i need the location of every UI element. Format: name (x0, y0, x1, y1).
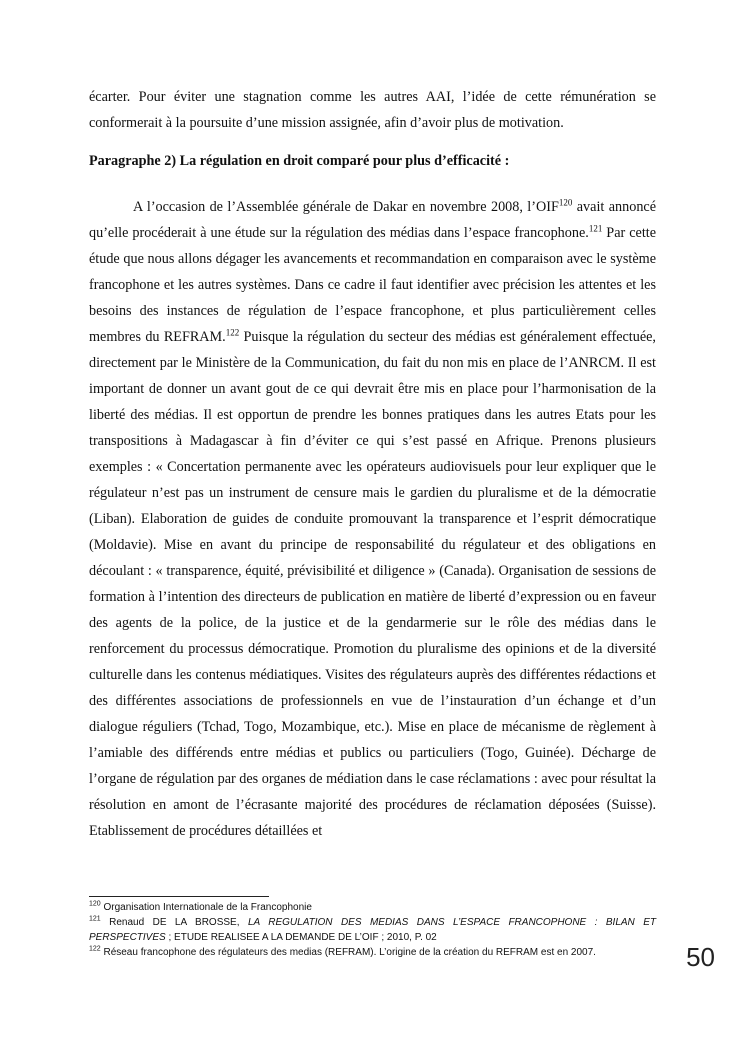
footnote-121 (89, 915, 656, 945)
footnote-120 (89, 900, 656, 915)
page-number: 50 (686, 942, 715, 972)
footnote-text: Réseau francophone des régulateurs des medias (REFRAM). L’origine de la création du REFRAM est en 2007. (100, 947, 596, 958)
section-heading: Paragraphe 2) La régulation en droit comparé pour plus d’efficacité : (89, 153, 510, 169)
main-text-part-3: Par cette étude que nous allons dégager les avancements et recommandation en comparaison avec le système francophone et les autres systèmes. Dans ce cadre il faut identifier avec précision les attentes et les besoins des instances de régulation de l’espace francophone, et plus particulièrement celles membres du REFRAM. (89, 225, 656, 345)
main-text-part-4: Puisque la régulation du secteur des médias est généralement effectuée, directement par le Ministère de la Communication, du fait du non mis en place de l’ANRCM. Il est important de donner un avant gout de ce qui devrait être mis en place pour l’harmonisation de la liberté des médias. Il est opportun de prendre les bonnes pratiques dans les autres Etats pour les transpositions à Madagascar à fin d’éviter ce qui s’est passé en Afrique. Prenons plusieurs exemples : « Concertation permanente avec les opérateurs audiovisuels pour leur expliquer que le régulateur n’est pas un instrument de censure mais le gardien du pluralisme et de la démocratie (Liban). Elaboration de guides de conduite promouvant la transparence et l’esprit démocratique (Moldavie). Mise en avant du principe de responsabilité du régulateur et des obligations en découlant : « transparence, équité, prévisibilité et diligence » (Canada). Organisation de sessions de formation à l’intention des directeurs de publication en matière de liberté d’expression ou en faveur des agents de la police, de la justice et de la gendarmerie sur le rôle des médias dans le renforcement du processus démocratique. Promotion du pluralisme des opinions et de la diversité culturelle dans les contenus médiatiques. Visites des régulateurs auprès des différentes rédactions et des différentes associations de professionnels en vue de l’instauration d’un échange et d’un dialogue réguliers (Tchad, Togo, Mozambique, etc.). Mise en place de mécanisme de règlement à l’amiable des différends entre médias et publics ou particuliers (Togo, Guinée). Décharge de l’organe de régulation par des organes de médiation dans le case réclamations : avec pour résultat la résolution en amont de l’écrasante majorité des procédures de réclamation déposées (Suisse). Etablissement de procédures détaillées et (89, 329, 656, 839)
footnote-ref-120[interactable]: 120 (558, 197, 573, 208)
footnotes (89, 900, 656, 960)
footnote-text: Organisation Internationale de la Francophonie (100, 902, 312, 913)
main-text-part-2: avait annoncé qu’elle procéderait à une étude sur la régulation des médias dans l’espace francophone. (89, 199, 657, 241)
footnote-text: ; ETUDE REALISEE A LA DEMANDE DE L’OIF ; 2010, P. 02 (165, 932, 437, 943)
footnote-ref-121[interactable]: 121 (588, 223, 603, 234)
footnote-title: LA REGULATION DES MEDIAS DANS L’ESPACE FRANCOPHONE : BILAN ET PERSPECTIVES (89, 917, 656, 943)
footnote-number: 121 (89, 915, 101, 923)
footnote-number: 122 (89, 945, 101, 953)
footnote-separator (89, 896, 269, 897)
footnote-ref-122[interactable]: 122 (225, 327, 240, 338)
main-text-part-1: A l’occasion de l’Assemblée générale de Dakar en novembre 2008, l’OIF (133, 199, 559, 215)
footnote-number: 120 (89, 900, 101, 908)
intro-paragraph: écarter. Pour éviter une stagnation comme les autres AAI, l’idée de cette rémunération se conformerait à la poursuite d’une mission assignée, afin d’avoir plus de motivation. (89, 89, 656, 131)
footnote-122 (89, 945, 656, 960)
footnote-text: Renaud DE LA BROSSE, (100, 917, 248, 928)
main-paragraph (89, 194, 656, 844)
